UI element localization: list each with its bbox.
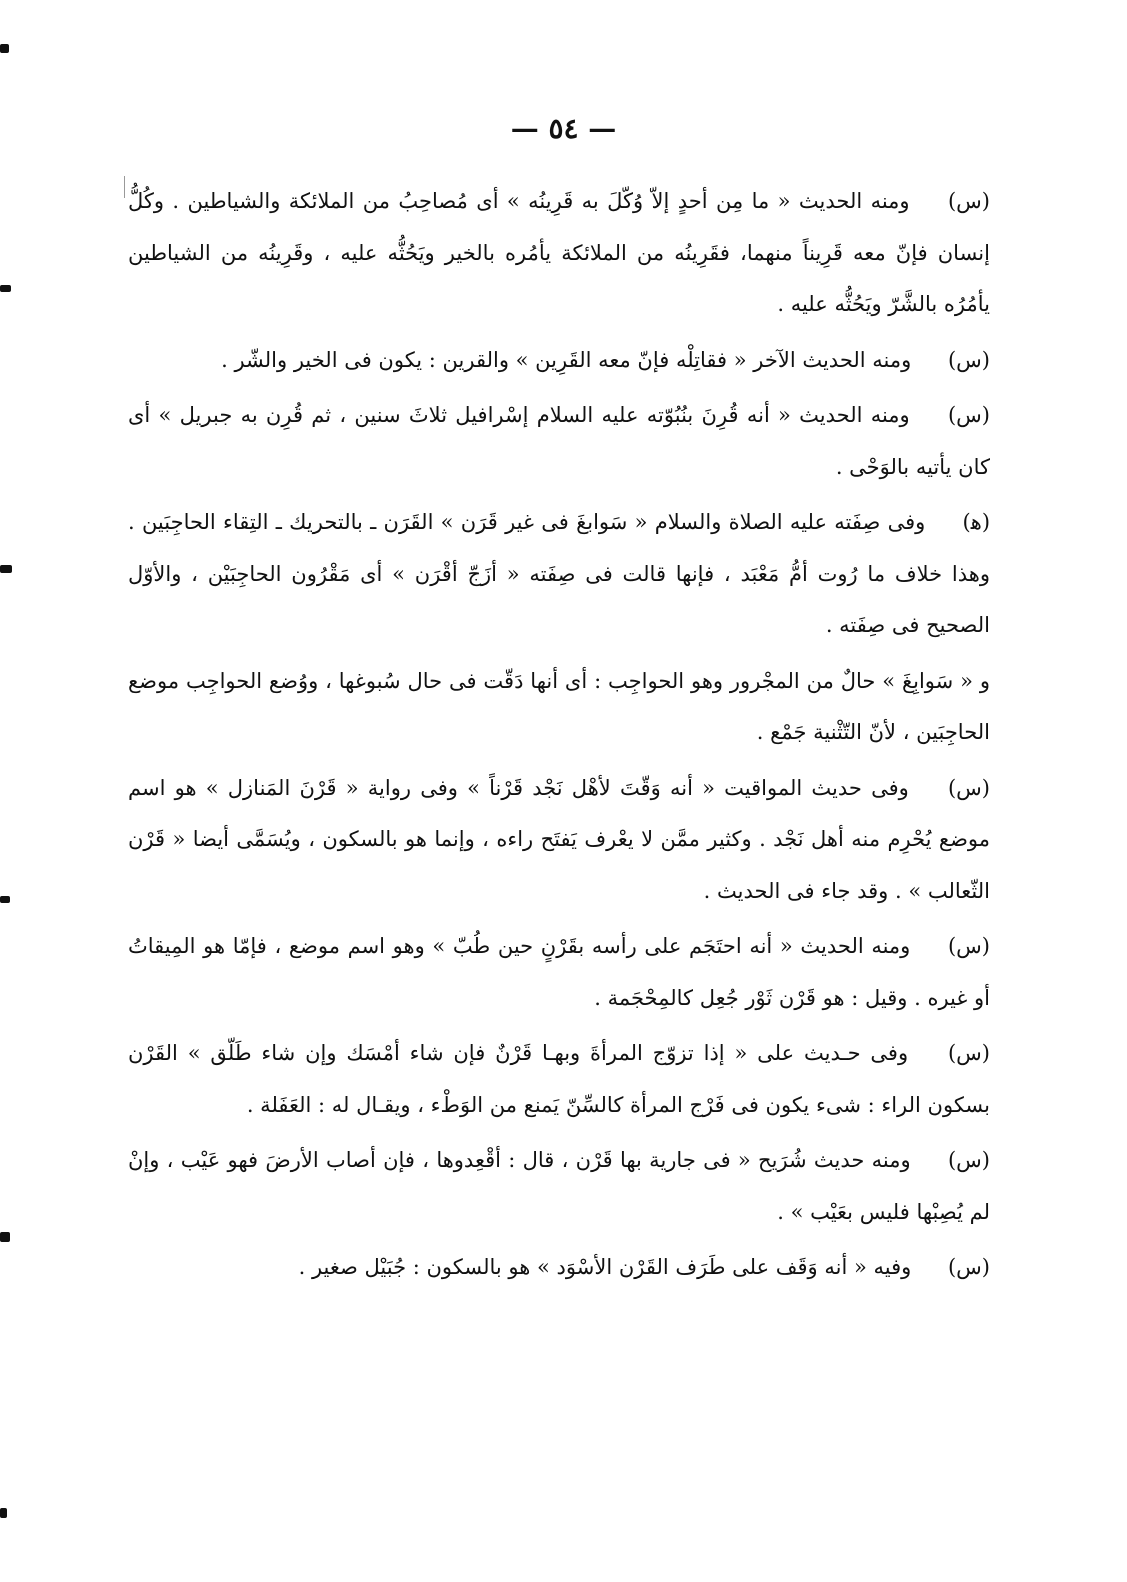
- entry-text: ومنه الحديث « أنه قُرِنَ بنُبُوّته عليه السلام إسْرافيل ثلاثَ سنين ، ثم قُرِن به جبريل » أى كان يأتيه بالوَحْى .: [128, 403, 990, 479]
- entry-marker: (س): [947, 1255, 990, 1279]
- entry-text: ومنه الحديث « أنه احتَجَم على رأسه بقَرْنٍ حين طُبّ » وهو اسم موضع ، فإمّا هو المِيقاتُ أو غيره . وقيل : هو قَرْن ثَوْر جُعِل كالمِحْجَمة .: [128, 934, 990, 1010]
- entry-paragraph: [128, 763, 990, 918]
- entry-paragraph: [128, 176, 990, 331]
- entry-marker: (س): [947, 403, 990, 427]
- margin-rule: [124, 176, 125, 198]
- entry-text: ومنه حديث شُرَيح « فى جارية بها قَرْن ، قال : أقْعِدوها ، فإن أصاب الأرضَ فهو عَيْب ، وإنْ لم يُصِبْها فليس بعَيْب » .: [128, 1148, 990, 1224]
- continuation-paragraph: [128, 656, 990, 759]
- entry-paragraph: [128, 1028, 990, 1131]
- page-number: — ٥٤ —: [510, 112, 617, 145]
- entry-marker: (س): [947, 1041, 990, 1065]
- entry-paragraph: [128, 335, 990, 387]
- entry-text: وفى حـديث على « إذا تزوّج المرأةَ وبهـا قَرْنٌ فإن شاء أمْسَك وإن شاء طَلّق » القَرْن بسكون الراء : شىء يكون فى فَرْج المرأة كالسِّنّ يَمنع من الوَطْء ، ويقـال له : العَفَلة .: [128, 1041, 990, 1117]
- body-text: [128, 176, 990, 1298]
- scan-edge-mark: [0, 565, 12, 573]
- entry-paragraph: [128, 390, 990, 493]
- entry-text: ومنه الحديث الآخر « فقاتِلْه فإنّ معه القَرِين » والقرين : يكون فى الخير والشّر .: [221, 347, 912, 372]
- scan-edge-mark: [0, 1508, 7, 1518]
- entry-text: وفيه « أنه وَقَف على طَرَف القَرْن الأسْوَد » هو بالسكون : جُبَيْل صغير .: [298, 1255, 912, 1279]
- entry-marker: (س): [947, 775, 990, 800]
- scan-edge-mark: [0, 285, 11, 292]
- entry-paragraph: [128, 921, 990, 1024]
- entry-marker: (س): [947, 1148, 990, 1172]
- entry-text: و « سَوابِغَ » حالٌ من المجْرور وهو الحواجِب : أى أنها دَقّت فى حال سُبوغها ، ووُضع الحواجِب موضع الحاجِبَين ، لأنّ التّثْنية جَمْع .: [128, 668, 990, 744]
- entry-marker: (ﻫ): [962, 510, 991, 534]
- entry-marker: (س): [947, 347, 990, 372]
- entry-marker: (س): [947, 189, 990, 213]
- entry-text: وفى صِفَته عليه الصلاة والسلام « سَوابغَ فى غير قَرَن » القَرَن ـ بالتحريك ـ التِقاء الحاجِبَين . وهذا خلاف ما رُوت أمُّ مَعْبَد ، فإنها قالت فى صِفَته « أزَجّ أقْرَن » أى مَقْرُون الحاجِبَيْن ، والأوّل الصحيح فى صِفَته .: [128, 510, 990, 637]
- entry-text: ومنه الحديث « ما مِن أحدٍ إلاّ وُكّلَ به قَرِينُه » أى مُصاحِبُ من الملائكة والشياطين . وكُلُّ إنسان فإنّ معه قَرِيناً منهما، فقَرِينُه من الملائكة يأمُره بالخير ويَحُثُّه عليه ، وقَرِينُه من الشياطين يأمُرُه بالشَّرّ ويَحُثُّه عليه .: [128, 189, 990, 316]
- entry-paragraph: [128, 497, 990, 652]
- entry-paragraph: [128, 1242, 990, 1294]
- entry-text: وفى حديث المواقيت « أنه وَقّتَ لأهْل نَجْد قَرْناً » وفى رواية « قَرْنَ المَنازل » هو اسم موضع يُحْرِم منه أهل نَجْد . وكثير ممَّن لا يعْرف يَفتَح راءه ، وإنما هو بالسكون ، ويُسَمَّى أيضا « قَرْن الثّعالب » . وقد جاء فى الحديث .: [128, 775, 990, 903]
- scan-edge-mark: [0, 44, 9, 53]
- scan-edge-mark: [0, 1232, 10, 1242]
- entry-paragraph: [128, 1135, 990, 1238]
- entry-marker: (س): [947, 934, 990, 958]
- scan-edge-mark: [0, 896, 10, 903]
